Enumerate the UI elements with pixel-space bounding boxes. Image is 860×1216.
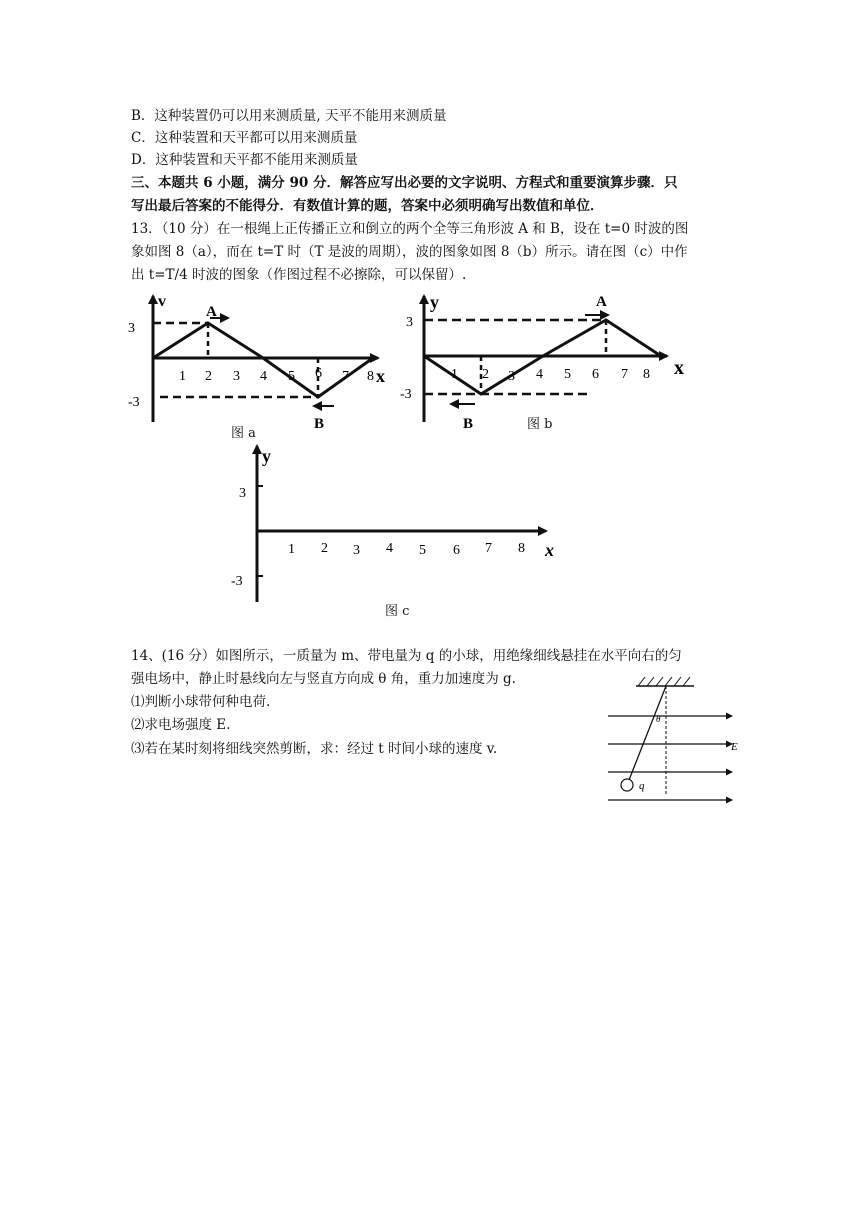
wave-label-b: B [463,416,474,432]
y-axis-label: y [262,446,271,466]
x-axis-label: x [545,540,554,560]
q13-line3: 出 t=T/4 时波的图象（作图过程不必擦除，可以保留）. [131,267,467,283]
x-tick-labels [288,541,525,558]
caption-c: 图 c [385,604,410,619]
x-tick: 1 [288,542,295,557]
caption-a: 图 a [231,426,256,441]
x-tick: 6 [453,543,460,558]
x-tick: 3 [508,369,515,384]
field-label: E [731,741,738,753]
option-d: D．这种装置和天平都不能用来测质量 [131,152,358,168]
y-axis-label: v [158,293,166,310]
q14-part1: ⑴判断小球带何种电荷. [131,694,271,710]
charge-label: q [639,780,645,792]
y-tick-neg3: -3 [400,387,412,402]
figure-pendulum [600,672,750,812]
x-tick: 5 [564,367,571,382]
x-tick: 1 [451,367,458,382]
x-tick: 8 [367,369,374,384]
section3-line2: 写出最后答案的不能得分．有数值计算的题，答案中必须明确写出数值和单位． [131,198,604,214]
wave-label-b: B [314,416,325,432]
y-tick-neg3: -3 [128,395,140,410]
x-tick: 5 [288,369,295,384]
string [629,686,666,780]
option-b: B．这种装置仍可以用来测质量, 天平不能用来测质量 [131,108,447,124]
angle-label: θ [656,714,661,724]
x-tick: 8 [518,541,525,556]
y-axis-label: y [430,292,439,312]
y-tick-3: 3 [239,486,246,501]
x-tick: 6 [315,366,322,381]
q14-part3: ⑶若在某时刻将细线突然剪断，求：经过 t 时间小球的速度 v. [131,741,498,757]
x-tick: 8 [643,367,650,382]
x-tick: 5 [419,543,426,558]
section3-line1: 三、本题共 6 小题，满分 90 分．解答应写出必要的文字说明、方程式和重要演算步骤．只 [131,175,678,191]
caption-b: 图 b [527,417,553,432]
q14-part2: ⑵求电场强度 E. [131,717,231,733]
x-tick: 7 [342,369,349,384]
wave-label-a: A [206,304,217,320]
y-tick-3: 3 [406,315,413,330]
x-axis-label: x [376,366,385,386]
x-tick: 3 [353,543,360,558]
x-tick: 2 [205,369,212,384]
wave-profile [153,323,373,397]
x-tick: 2 [482,367,489,382]
x-axis-label: x [674,357,684,379]
q14-line1: 14、(16 分）如图所示，一质量为 m、带电量为 q 的小球，用绝缘细线悬挂在水平向右的匀 [131,648,682,664]
x-tick: 4 [536,367,543,382]
x-tick: 7 [621,367,628,382]
x-tick: 1 [179,369,186,384]
x-tick: 2 [321,541,328,556]
q14-line2: 强电场中，静止时悬线向左与竖直方向成 θ 角，重力加速度为 g. [131,671,516,687]
q13-line2: 象如图 8（a），而在 t=T 时（T 是波的周期），波的图象如图 8（b）所示。请在图（c）中作 [131,244,688,260]
x-tick: 7 [485,541,492,556]
y-tick-neg3: -3 [231,574,243,589]
y-tick-3: 3 [128,321,135,336]
q13-line1: 13．（10 分）在一根绳上正传播正立和倒立的两个全等三角形波 A 和 B，设在 t=0 时波的图 [131,221,689,237]
x-tick: 4 [260,369,267,384]
ceiling-hatch [638,677,690,686]
charged-ball [621,779,633,791]
figure-a [120,284,400,444]
x-tick: 4 [386,541,393,556]
x-tick: 3 [233,369,240,384]
figure-c [220,440,570,610]
wave-label-a: A [596,294,607,310]
option-c: C．这种装置和天平都可以用来测质量 [131,130,358,146]
x-tick: 6 [592,367,599,382]
